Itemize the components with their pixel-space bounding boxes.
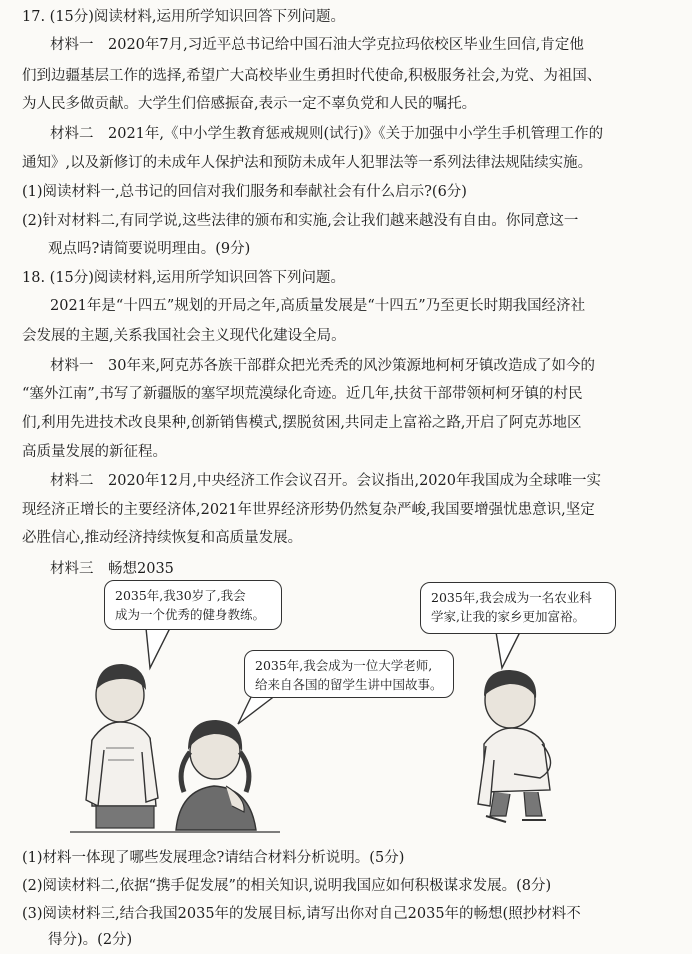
speech-bubble-right	[420, 582, 616, 634]
bubble-right-line2: 学家,让我的家乡更加富裕。	[431, 609, 585, 624]
q18-title: 18. (15分)阅读材料,运用所学知识回答下列问题。	[22, 270, 346, 286]
bubble-left-line2: 成为一个优秀的健身教练。	[115, 607, 266, 622]
boy-right-figure	[478, 670, 551, 822]
bubble-tail-right	[496, 632, 520, 668]
boy-left-figure	[86, 664, 158, 828]
q18-intro-line2: 会发展的主题,关系我国社会主义现代化建设全局。	[22, 328, 346, 344]
q18-material1-line3: 们,利用先进技术改良果种,创新销售模式,摆脱贫困,共同走上富裕之路,开启了阿克苏地区	[22, 415, 582, 431]
bubble-middle-line1: 2035年,我会成为一位大学老师,	[255, 658, 433, 673]
q17-material1-line2: 们到边疆基层工作的选择,希望广大高校毕业生勇担时代使命,积极服务社会,为党、为祖国、	[22, 68, 602, 84]
q18-subq3-line2: 得分)。(2分)	[48, 932, 133, 948]
q17-subq1: (1)阅读材料一,总书记的回信对我们服务和奉献社会有什么启示?(6分)	[22, 184, 467, 200]
q17-material1-line1: 材料一 2020年7月,习近平总书记给中国石油大学克拉玛依校区毕业生回信,肯定他	[50, 37, 584, 53]
bubble-right-line1: 2035年,我会成为一名农业科	[431, 590, 592, 605]
q18-material1-line2: “塞外江南”,书写了新疆版的塞罕坝荒漠绿化奇迹。近几年,扶贫干部带领柯柯牙镇的村民	[22, 386, 583, 402]
bubble-tail-left	[146, 628, 170, 668]
q18-material1-line1: 材料一 30年来,阿克苏各族干部群众把光秃秃的风沙策源地柯柯牙镇改造成了如今的	[50, 358, 596, 374]
q17-title: 17. (15分)阅读材料,运用所学知识回答下列问题。	[22, 9, 346, 25]
q18-intro-line1: 2021年是“十四五”规划的开局之年,高质量发展是“十四五”乃至更长时期我国经济社	[50, 298, 586, 314]
speech-bubble-middle	[244, 650, 454, 698]
girl-middle-figure	[176, 720, 256, 830]
bubble-left-line1: 2035年,我30岁了,我会	[115, 588, 246, 603]
q17-subq2-line1: (2)针对材料二,有同学说,这些法律的颁布和实施,会让我们越来越没有自由。你同意这一	[22, 213, 579, 229]
q17-material2-line2: 通知》,以及新修订的未成年人保护法和预防未成年人犯罪法等一系列法律法规陆续实施。	[22, 155, 593, 171]
q17-subq2-line2: 观点吗?请简要说明理由。(9分)	[48, 241, 251, 257]
q17-material2-line1: 材料二 2021年,《中小学生教育惩戒规则(试行)》《关于加强中小学生手机管理工作的	[50, 126, 604, 142]
bubble-middle-line2: 给来自各国的留学生讲中国故事。	[255, 677, 443, 692]
q18-material2-line3: 必胜信心,推动经济持续恢复和高质量发展。	[22, 530, 303, 546]
q18-subq3-line1: (3)阅读材料三,结合我国2035年的发展目标,请写出你对自己2035年的畅想(照抄材料不	[22, 906, 581, 922]
q18-subq1: (1)材料一体现了哪些发展理念?请结合材料分析说明。(5分)	[22, 850, 405, 866]
q18-material2-line2: 现经济正增长的主要经济体,2021年世界经济形势仍然复杂严峻,我国要增强忧患意识,坚定	[22, 502, 595, 518]
bubble-tail-middle	[238, 695, 276, 724]
q17-material1-line3: 为人民多做贡献。大学生们倍感振奋,表示一定不辜负党和人民的嘱托。	[22, 96, 477, 112]
speech-bubble-left	[104, 580, 282, 630]
q18-material1-line4: 高质量发展的新征程。	[22, 444, 167, 460]
q18-material3-title: 材料三 畅想2035	[50, 561, 174, 577]
q18-material2-line1: 材料二 2020年12月,中央经济工作会议召开。会议指出,2020年我国成为全球唯一实	[50, 473, 601, 489]
q18-subq2: (2)阅读材料二,依据“携手促发展”的相关知识,说明我国应如何积极谋求发展。(8分)	[22, 878, 552, 894]
